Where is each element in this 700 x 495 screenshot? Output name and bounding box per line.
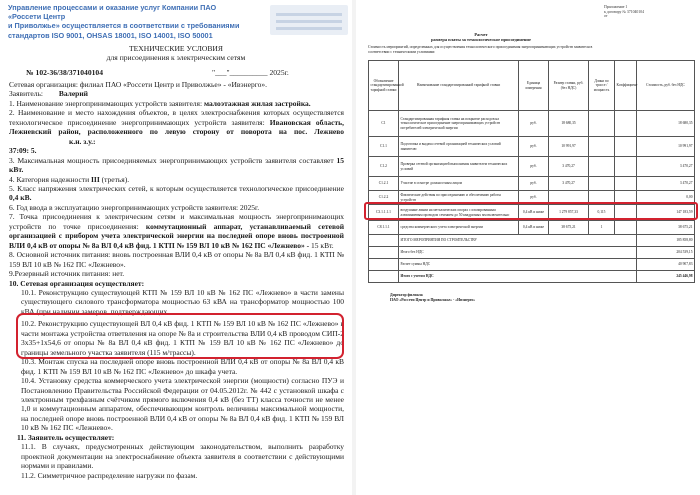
table-cell: 3 470,27 [637,177,695,191]
table-cell: 3 470,27 [637,157,695,177]
item-2 [9,108,344,146]
document-body [9,80,344,480]
header-line-1: Управление процессами и оказание услуг Компании ПАО «Россети Центр [8,3,217,22]
item-10-3: 10.3. Монтаж спуска на последней опоре вновь построенной ВЛИ 0,4 кВ от опоры № 8а ВЛ 0,4 кВ фид. 1 КТП № 159 ВЛ 10 кВ № 162 ПС «Лежнево» до шкафа учета. [21,357,344,376]
item-6: 6. Год ввода в эксплуатацию энергопринимающих устройств заявителя: 2025г. [9,202,260,212]
table-cell: 147 183,59 [637,205,695,221]
calc-title-line-2: размера платы за технологическое присоединение [431,37,531,43]
applicant-label: Заявитель: [9,89,43,99]
table-cell: 3 470,27 [549,177,589,191]
item-7 [9,212,344,250]
table-cell: руб. [519,137,549,157]
company-header [8,3,248,40]
applicant-line [9,89,344,98]
total-label: ИТОГО МЕРОПРИЯТИЯ ПО СТРОИТЕЛЬСТВУ [399,235,637,247]
table-cell: Участие в осмотре должностным лицом [399,177,519,191]
column-header: Обозначение стандартизированной тарифной ставки [369,61,399,111]
item-3-value: 15 кВт. [9,155,345,175]
table-cell: руб. [519,111,549,137]
table-cell [615,137,637,157]
table-cell: 0,00 [637,191,695,205]
header-line-2: и Приволжье» осуществляется в соответствии с требованиями [8,21,240,31]
header-line-3: стандартов ISO 9001, OHSAS 18001, ISO 14001, ISO 50001 [8,30,213,40]
sign-line-2: ПАО «Россети Центр и Приволжье» - «Ивэнерго» [390,297,476,302]
total-value: 185 858,80 [637,235,695,247]
highlight-line-construction-row [364,202,698,220]
calc-title-line-1: Расчет [474,32,488,37]
total-label: Расчет суммы НДС [399,259,637,271]
item-1-value: малоэтажная жилая застройка. [203,98,311,108]
table-cell [589,157,615,177]
appendix-line-3: от [604,14,608,19]
table-row [369,177,695,191]
network-organization: Сетевая организация: филиал ПАО «Россети Центр и Приволжье» - «Ивэнерго». [9,80,268,89]
item-11-1: 11.1. В случаях, предусмотренных действующим законодательством, выполнить разработку проектной документации на электроснабжение объекта заявителя в соответствии с действующими нормами и правилами. [21,442,344,471]
table-cell [369,235,399,247]
table-row [369,111,695,137]
total-value: 204 539,15 [637,247,695,259]
table-cell [615,177,637,191]
item-4-tail: (третья). [101,174,130,184]
column-header: Наименование стандартизированной тарифной ставки [399,61,519,111]
appendix-note [604,5,694,19]
table-cell: С1.2 [369,157,399,177]
table-cell [369,259,399,271]
item-7-tail: 15 кВт. [311,240,334,250]
fee-table-header [369,61,695,111]
item-2-cadastral: 37:09: 5. [9,146,37,156]
appendix-line-1: Приложение 1 [604,5,628,9]
item-11-2: 11.2. Симметричное распределение нагрузки по фазам. [21,470,198,480]
total-row [369,259,695,271]
table-cell [369,247,399,259]
column-header: Коэффициент [615,61,637,111]
table-cell: 38 675,21 [549,221,589,235]
table-cell: Стандартизированная тарифная ставка на покрытие расходов на технологическое присоединение энергопринимающих устройств потребителей электрической энергии [399,111,519,137]
table-cell: С8.1.1.1 [369,221,399,235]
table-cell: 0,115 [589,205,615,221]
item-3-text: 3. Максимальная мощность присоединяемых энергопринимающих устройств заявителя составляет [9,155,334,165]
total-label: Итого без НДС [399,247,637,259]
sign-line-1: Директор филиала [390,293,423,297]
table-cell: руб. [519,157,549,177]
total-label: Итого с учетом НДС [399,271,637,283]
item-3 [9,156,344,175]
table-cell: 1 [589,221,615,235]
table-cell: воздушные линии на металлических опорах с изолированным алюминиевым проводом сечением до 50 квадратных мм включительно [399,205,519,221]
fee-calculation-page [356,0,700,495]
table-cell: средства коммерческого учета электрической энергии [399,221,519,235]
item-4 [9,175,344,184]
table-row [369,221,695,235]
item-5-text: 5. Класс напряжения электрических сетей, к которым осуществляется технологическое присоединение [9,183,344,193]
item-2-cadastral-label: к.н. з.у.: [69,136,96,146]
total-row [369,247,695,259]
table-cell: руб. [519,177,549,191]
document-date: "___"__________ 2025г. [212,68,289,77]
item-9: 9.Резервный источник питания: нет. [9,269,125,279]
table-cell: С1.2.2 [369,191,399,205]
applicant-name: Валерий [58,89,88,99]
item-5-value: 0,4 кВ. [9,193,32,203]
table-cell [589,111,615,137]
table-cell: 10 991,97 [549,137,589,157]
item-10-title: 10. Сетевая организация осуществляет: [9,278,145,288]
table-cell: Проверка сетевой организацией выполнения заявителем технических условий [399,157,519,177]
column-header: Стоимость, руб. без НДС [637,61,695,111]
item-5 [9,184,344,203]
item-2-text: 2. Наименование и место нахождения объектов, в целях электроснабжения которых осуществляется технологическое присоединение энергопринимающих устройств заявителя: [9,108,344,127]
item-7-value: коммутационный аппарат, устанавливаемый сетевой организацией с прибором учета электрической энергии на последней опоре вновь построенной ВЛИ 0,4 кВ от опоры № 8а ВЛ 0,4 кВ фид. 1 КТП № 159 ВЛ 10 кВ № 162 ПС «Лежнево» - [9,221,345,250]
item-10-1: 10.1. Реконструкцию существующей КТП № 159 ВЛ 10 кВ № 162 ПС «Лежнево» в части замены существующего силового трансформатора мощностью 63 кВА на трансформатор мощностью 100 кВА (при наличии замеров, подтверждающих [21,287,344,316]
item-7-text: 7. Точка присоединения к электрическим сетям и максимальная мощность энергопринимающих устройств по точке присоединения: [9,212,344,231]
total-value: 40 907,83 [637,259,695,271]
table-cell: Фактические действия по присоединению и обеспечению работы устройств [399,191,519,205]
title-line-2: для присоединения к электрическим сетям [106,53,246,62]
table-row [369,137,695,157]
table-cell: 0,4 кВ и ниже [519,221,549,235]
table-cell: 18 680,35 [637,111,695,137]
highlight-item-10-2 [16,313,344,359]
company-logo [270,5,348,35]
table-cell: 10 991,97 [637,137,695,157]
table-row [369,157,695,177]
item-11-title: 11. Заявитель осуществляет: [17,432,115,442]
document-title [0,44,352,62]
item-4-label: 4. Категория надежности [9,174,90,184]
column-header: Размер ставки, руб. (без НДС) [549,61,589,111]
document-number: № 102-36/38/371040104 [26,68,104,77]
item-8: 8. Основной источник питания: вновь построенная ВЛИ 0,4 кВ от опоры № 8а ВЛ 0,4 кВ фид. 1 КТП № 159 ВЛ 10 кВ № 162 ПС «Лежнево». [9,250,344,269]
calculation-intro: Стоимость мероприятий, определенных для осуществления технологического присоединения энергопринимающих устройств заявителя в соответствии с техническими условиями: [368,45,593,54]
item-1-label: 1. Наименование энергопринимающих устройств заявителя: [9,98,203,108]
table-cell: 3 470,27 [549,157,589,177]
table-cell: 18 680,35 [549,111,589,137]
table-cell [615,157,637,177]
item-10-2: 10.2. Реконструкцию существующей ВЛ 0,4 кВ фид. 1 КТП № 159 ВЛ 10 кВ № 162 ПС «Лежнево» в части монтажа устройства ответвления на опоре № 8а и строительства ВЛИ 0,4 кВ проводом СИП-2 3х35+1х54,6 от опоры № 8а ВЛ 0,4 кВ фид. 1 КТП № 159 ВЛ 10 кВ № 162 ПС «Лежнево» до границы земельного участка заявителя (115 м/трассы). [21,319,344,357]
table-cell: 0,4 кВ и ниже [519,205,549,221]
table-cell [615,111,637,137]
item-1 [9,99,344,108]
table-cell: С1.1 [369,137,399,157]
signature-block [390,293,590,303]
item-2-value: Ивановская область, Лежневский район, расположенного по левую сторону от поворота на пос. Лежнево [9,117,344,137]
column-header: Длина по трассе / мощность [589,61,615,111]
table-cell: С1.2.1 [369,177,399,191]
table-cell: С1 [369,111,399,137]
table-cell [589,137,615,157]
table-cell: руб. [519,191,549,205]
item-10-4: 10.4. Установку средства коммерческого учета электрической энергии (мощности) согласно ПУЭ и Постановлению Правительства Российской Федерации от 04.05.2012г. № 442 с установкой шкафа с электронным трехфазным счётчиком прямого включения 0,4 кВ (без ТТ) класса точности не менее 1,0 и коммутационным аппаратом, обеспечивающим контроль величины максимальной мощности, на последней опоре вновь построенной ВЛИ 0,4 кВ от опоры № 8а ВЛ 0,4 кВ фид. 1 КТП № 159 ВЛ 10 кВ № 162 ПС «Лежнево». [21,376,344,433]
table-cell: 1 279 857,33 [549,205,589,221]
table-cell: 38 675,21 [637,221,695,235]
appendix-line-2: к договору № 371040104 [604,9,645,14]
table-cell [589,177,615,191]
table-cell [615,221,637,235]
total-row [369,235,695,247]
fee-table [368,60,695,283]
calculation-title [366,32,596,42]
title-line-1: ТЕХНИЧЕСКИЕ УСЛОВИЯ [129,44,223,53]
table-cell: Подготовка и выдача сетевой организацией технических условий заявителю [399,137,519,157]
total-value: 245 446,98 [637,271,695,283]
total-row [369,271,695,283]
table-cell [369,271,399,283]
item-4-value: III [91,174,100,184]
table-cell: С3.1.1.1.1 [369,205,399,221]
column-header: Единица измерения [519,61,549,111]
